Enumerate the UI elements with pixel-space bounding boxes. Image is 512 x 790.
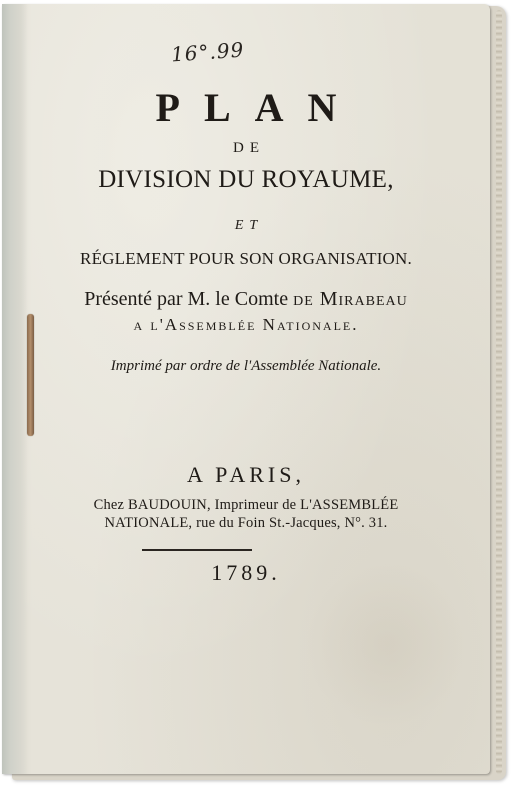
publisher-line-1: Chez BAUDOUIN, Imprimeur de L'ASSEMBLÉE <box>93 497 399 513</box>
subtitle: RÉGLEMENT POUR SON ORGANISATION. <box>80 249 412 268</box>
title-main: DIVISION DU ROYAUME, <box>98 166 394 193</box>
presented-to-line: a l'Assemblée Nationale. <box>133 315 359 334</box>
title-plan: PLAN <box>155 85 361 130</box>
imprint-year: 1789. <box>211 560 281 585</box>
paper-stain <box>302 564 472 724</box>
author-name: de Mirabeau <box>293 288 408 310</box>
printing-order-line: Imprimé par ordre de l'Assemblée Nationale. <box>110 358 382 374</box>
presented-by-line <box>2 288 490 311</box>
handwritten-shelfmark: 16°.99 <box>170 37 246 67</box>
title-page <box>2 4 490 774</box>
imprint-rule <box>142 549 252 551</box>
title-et: ET <box>234 218 264 233</box>
presented-prefix: Présenté par M. le Comte <box>84 288 289 310</box>
title-de: DE <box>233 140 265 156</box>
imprint-place: A PARIS, <box>186 462 305 487</box>
publisher-line-2: NATIONALE, rue du Foin St.-Jacques, N°. 31. <box>104 515 388 531</box>
